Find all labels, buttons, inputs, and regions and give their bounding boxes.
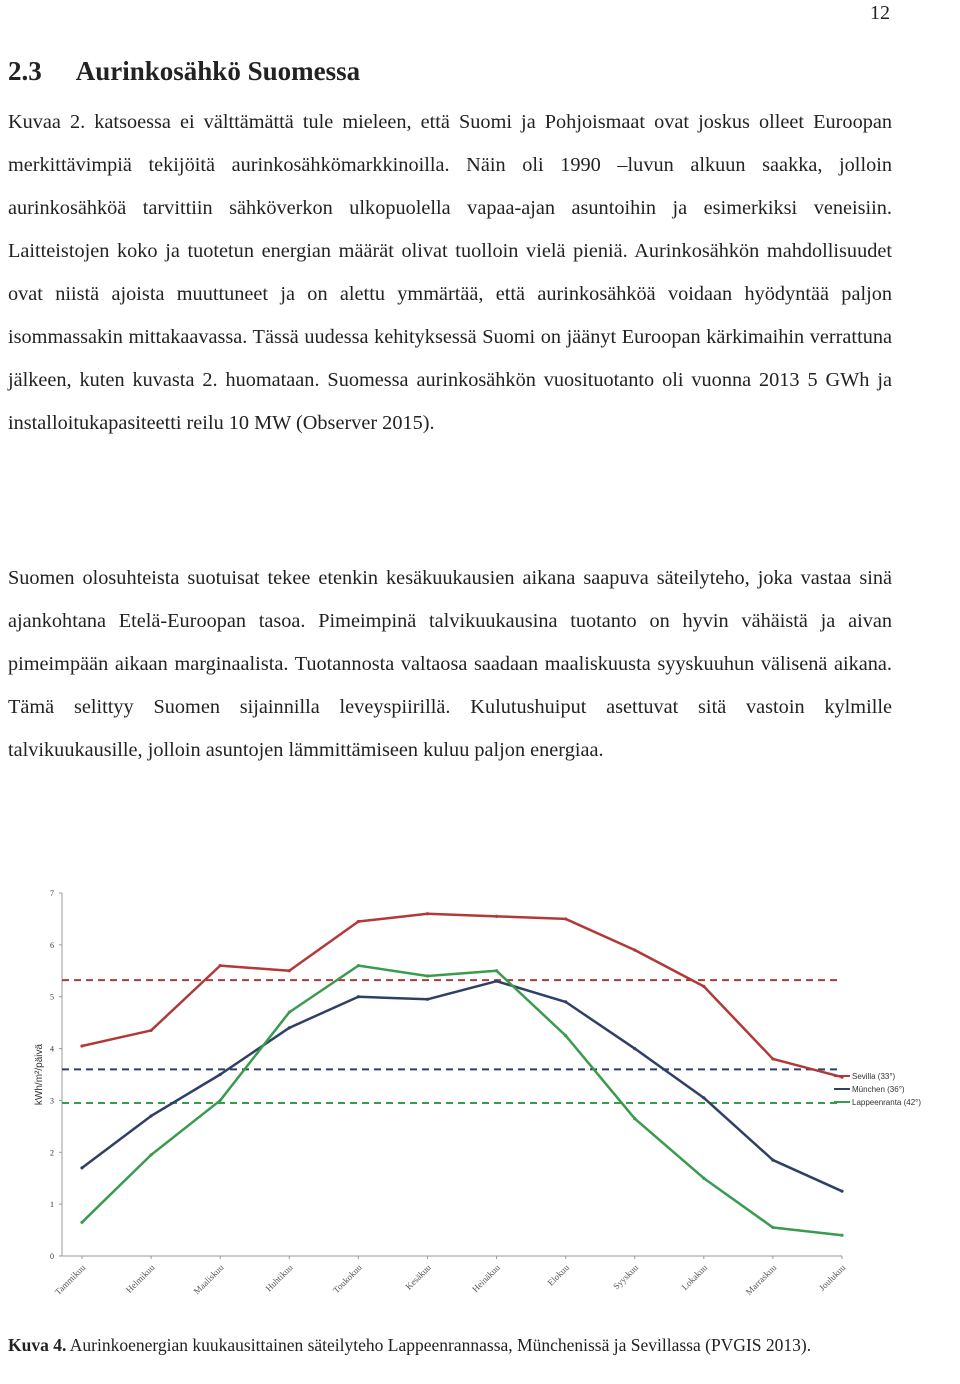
- caption-label: Kuva 4.: [8, 1335, 67, 1355]
- data-point: [80, 1044, 83, 1047]
- x-tick-label: Lokakuu: [679, 1262, 710, 1293]
- data-point: [357, 920, 360, 923]
- data-point: [633, 948, 636, 951]
- y-tick-label: 6: [50, 940, 54, 950]
- data-point: [357, 995, 360, 998]
- data-point: [495, 915, 498, 918]
- chart: [20, 876, 922, 1316]
- data-point: [771, 1057, 774, 1060]
- x-tick-label: Heinäkuu: [470, 1262, 502, 1295]
- x-tick-label: Elokuu: [545, 1262, 572, 1288]
- data-point: [288, 1011, 291, 1014]
- legend-label-0: Sevilla (33°): [852, 1072, 896, 1081]
- data-point: [564, 1034, 567, 1037]
- x-tick-label: Tammikuu: [52, 1262, 88, 1297]
- data-point: [219, 1099, 222, 1102]
- data-point: [219, 1073, 222, 1076]
- figure-caption: [8, 1333, 892, 1357]
- section-title-text: Aurinkosähkö Suomessa: [75, 56, 361, 86]
- data-point: [149, 1114, 152, 1117]
- data-point: [288, 1026, 291, 1029]
- data-point: [219, 964, 222, 967]
- series-line-2: [82, 966, 842, 1236]
- data-point: [771, 1226, 774, 1229]
- y-tick-label: 1: [50, 1200, 54, 1210]
- y-tick-label: 5: [50, 992, 54, 1002]
- x-tick-label: Huhtikuu: [263, 1262, 295, 1294]
- x-tick-label: Marraskuu: [743, 1262, 779, 1297]
- x-tick-label: Helmikuu: [123, 1262, 157, 1295]
- y-tick-label: 7: [50, 889, 54, 898]
- data-point: [702, 1177, 705, 1180]
- data-point: [149, 1153, 152, 1156]
- data-point: [426, 998, 429, 1001]
- data-point: [633, 1047, 636, 1050]
- y-axis-label: kWh/m²/päivä: [34, 1043, 45, 1106]
- x-tick-label: Joulukuu: [816, 1262, 848, 1293]
- y-tick-label: 4: [50, 1044, 54, 1054]
- paragraph-2: Suomen olosuhteista suotuisat tekee etenkin kesäkuukausien aikana saapuva säteilyteho, joka vastaa sinä ajankohtana Etelä-Euroopan tasoa. Pimeimpinä talvikuukausina tuotanto on hyvin vähäistä ja aivan pimeimpään aikaan marginaalista. Tuotannosta valtaosa saadaan maaliskuusta syyskuuhun välisenä aikana. Tämä selittyy Suomen sijainnilla leveyspiirillä. Kulutushuiput asettuvat sitä vastoin kylmille talvikuukausille, jolloin asuntojen lämmittämiseen kuluu paljon energiaa.: [8, 567, 892, 761]
- data-point: [702, 1096, 705, 1099]
- paragraph-1: Kuvaa 2. katsoessa ei välttämättä tule mieleen, että Suomi ja Pohjoismaat ovat joskus olleet Euroopan merkittävimpiä tekijöitä aurinkosähkömarkkinoilla. Näin oli 1990 –luvun alkuun saakka, jolloin aurinkosähköä tarvittiin sähköverkon ulkopuolella vapaa-ajan asuntoihin ja esimerkiksi veneisiin. Laitteistojen koko ja tuotetun energian määrät olivat tuolloin vielä pieniä. Aurinkosähkön mahdollisuudet ovat niistä ajoista muuttuneet ja on alettu ymmärtää, että aurinkosähköä voidaan hyödyntää paljon isommassakin mittakaavassa. Tässä uudessa kehityksessä Suomi on jäänyt Euroopan kärkimaihin verrattuna jälkeen, kuten kuvasta 2. huomataan. Suomessa aurinkosähkön vuosituotanto oli vuonna 2013 5 GWh ja installoitukapasiteetti reilu 10 MW (Observer 2015).: [8, 111, 892, 434]
- x-tick-label: Syyskuu: [611, 1262, 641, 1292]
- data-point: [288, 969, 291, 972]
- data-point: [840, 1190, 843, 1193]
- data-point: [633, 1117, 636, 1120]
- page-number: 12: [870, 2, 890, 24]
- data-point: [702, 985, 705, 988]
- data-point: [564, 917, 567, 920]
- caption-text: Aurinkoenergian kuukausittainen säteilyteho Lappeenrannassa, Münchenissä ja Sevillassa (PVGIS 2013).: [69, 1335, 812, 1355]
- data-point: [80, 1166, 83, 1169]
- data-point: [564, 1000, 567, 1003]
- legend-label-2: Lappeenranta (42°): [852, 1098, 922, 1107]
- data-point: [495, 969, 498, 972]
- data-point: [426, 974, 429, 977]
- x-tick-label: Kesäkuu: [403, 1262, 433, 1292]
- data-point: [426, 912, 429, 915]
- data-point: [80, 1221, 83, 1224]
- section-number: 2.3: [8, 56, 42, 86]
- y-tick-label: 0: [50, 1252, 54, 1261]
- data-point: [840, 1234, 843, 1237]
- data-point: [771, 1158, 774, 1161]
- y-tick-label: 3: [50, 1096, 54, 1106]
- series-line-0: [82, 914, 842, 1077]
- data-point: [357, 964, 360, 967]
- data-point: [149, 1029, 152, 1032]
- legend-label-1: München (36°): [852, 1085, 905, 1094]
- x-tick-label: Toukokuu: [330, 1262, 364, 1296]
- data-point: [495, 980, 498, 983]
- x-tick-label: Maaliskuu: [191, 1262, 226, 1297]
- section-title: [8, 56, 360, 87]
- line-chart-svg: [20, 876, 922, 1316]
- y-tick-label: 2: [50, 1148, 54, 1158]
